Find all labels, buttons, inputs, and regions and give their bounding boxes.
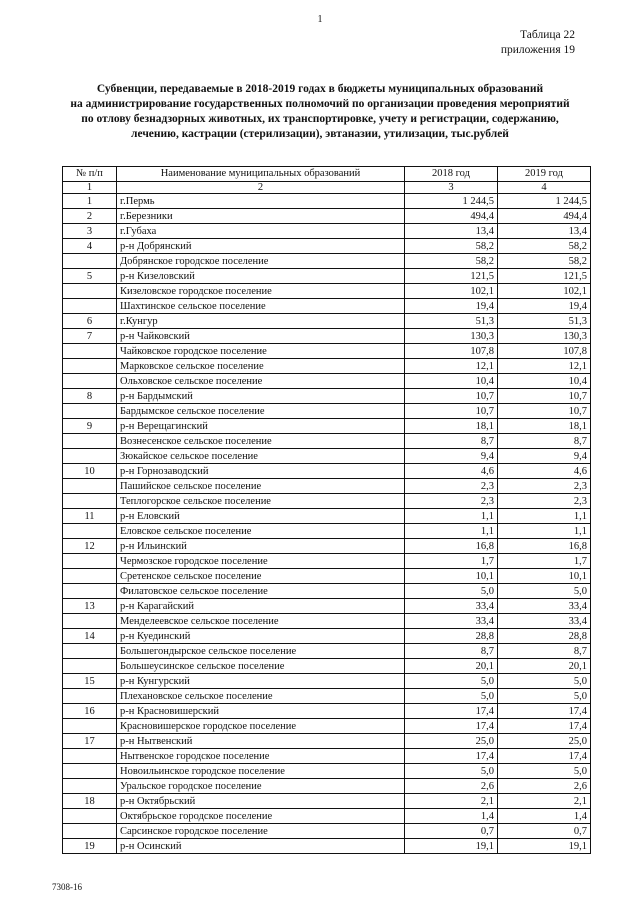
- row-name: Чермозское городское поселение: [117, 554, 405, 569]
- row-number: 18: [63, 794, 117, 809]
- row-value-2019: 2,1: [498, 794, 591, 809]
- row-name: Большеусинское сельское поселение: [117, 659, 405, 674]
- table-row: [63, 779, 591, 794]
- row-number: 19: [63, 839, 117, 854]
- row-value-2019: 8,7: [498, 434, 591, 449]
- row-value-2018: 51,3: [405, 314, 498, 329]
- row-name: Большегондырское сельское поселение: [117, 644, 405, 659]
- row-value-2018: 494,4: [405, 209, 498, 224]
- row-number: [63, 434, 117, 449]
- row-value-2019: 19,4: [498, 299, 591, 314]
- row-value-2019: 4,6: [498, 464, 591, 479]
- row-name: Еловское сельское поселение: [117, 524, 405, 539]
- row-value-2018: 58,2: [405, 254, 498, 269]
- row-value-2018: 1,7: [405, 554, 498, 569]
- row-value-2018: 58,2: [405, 239, 498, 254]
- row-value-2018: 10,1: [405, 569, 498, 584]
- row-value-2018: 0,7: [405, 824, 498, 839]
- table-row: [63, 524, 591, 539]
- table-row: [63, 674, 591, 689]
- row-number: [63, 359, 117, 374]
- table-row: [63, 539, 591, 554]
- row-name: Уральское городское поселение: [117, 779, 405, 794]
- row-value-2018: 121,5: [405, 269, 498, 284]
- row-value-2019: 1,1: [498, 509, 591, 524]
- row-value-2019: 1,1: [498, 524, 591, 539]
- table-row: [63, 449, 591, 464]
- table-reference: [501, 28, 575, 58]
- row-name: г.Пермь: [117, 194, 405, 209]
- row-name: р-н Еловский: [117, 509, 405, 524]
- table-row: [63, 389, 591, 404]
- row-name: Шахтинское сельское поселение: [117, 299, 405, 314]
- table-ref-line1: Таблица 22: [520, 29, 575, 41]
- row-number: [63, 644, 117, 659]
- row-value-2019: 107,8: [498, 344, 591, 359]
- row-name: р-н Октябрьский: [117, 794, 405, 809]
- row-number: [63, 779, 117, 794]
- row-value-2018: 2,6: [405, 779, 498, 794]
- row-value-2019: 18,1: [498, 419, 591, 434]
- row-name: р-н Чайковский: [117, 329, 405, 344]
- row-value-2019: 13,4: [498, 224, 591, 239]
- row-value-2018: 28,8: [405, 629, 498, 644]
- table-row: [63, 764, 591, 779]
- row-number: 11: [63, 509, 117, 524]
- row-value-2018: 33,4: [405, 614, 498, 629]
- header-2018: 2018 год: [405, 167, 498, 182]
- column-index: 1: [63, 182, 117, 194]
- row-number: 12: [63, 539, 117, 554]
- table-row: [63, 479, 591, 494]
- row-number: 3: [63, 224, 117, 239]
- row-value-2019: 17,4: [498, 749, 591, 764]
- table-row: [63, 344, 591, 359]
- table-row: [63, 374, 591, 389]
- row-value-2018: 33,4: [405, 599, 498, 614]
- row-number: [63, 824, 117, 839]
- row-value-2018: 5,0: [405, 689, 498, 704]
- row-number: 4: [63, 239, 117, 254]
- row-name: Нытвенское городское поселение: [117, 749, 405, 764]
- row-name: Зюкайское сельское поселение: [117, 449, 405, 464]
- row-value-2019: 51,3: [498, 314, 591, 329]
- row-number: [63, 764, 117, 779]
- table-row: [63, 659, 591, 674]
- row-number: [63, 659, 117, 674]
- table-row: [63, 704, 591, 719]
- row-number: [63, 584, 117, 599]
- row-value-2019: 1 244,5: [498, 194, 591, 209]
- row-name: р-н Карагайский: [117, 599, 405, 614]
- row-name: р-н Бардымский: [117, 389, 405, 404]
- row-value-2019: 10,1: [498, 569, 591, 584]
- row-value-2018: 8,7: [405, 644, 498, 659]
- table-row: [63, 194, 591, 209]
- row-name: р-н Осинский: [117, 839, 405, 854]
- column-index: 3: [405, 182, 498, 194]
- title-line: Субвенции, передаваемые в 2018-2019 годах в бюджеты муниципальных образований: [96, 83, 544, 95]
- row-value-2019: 1,4: [498, 809, 591, 824]
- title-line: лечению, кастрации (стерилизации), эвтаназии, утилизации, тыс.рублей: [131, 128, 509, 140]
- row-value-2019: 17,4: [498, 719, 591, 734]
- row-value-2019: 8,7: [498, 644, 591, 659]
- row-value-2019: 1,7: [498, 554, 591, 569]
- table-row: [63, 554, 591, 569]
- column-index: 4: [498, 182, 591, 194]
- row-number: 15: [63, 674, 117, 689]
- row-value-2019: 10,7: [498, 389, 591, 404]
- row-number: [63, 689, 117, 704]
- row-value-2019: 5,0: [498, 584, 591, 599]
- row-value-2019: 5,0: [498, 764, 591, 779]
- table-row: [63, 359, 591, 374]
- row-name: г.Губаха: [117, 224, 405, 239]
- row-number: [63, 719, 117, 734]
- row-number: 6: [63, 314, 117, 329]
- header-name: Наименование муниципальных образований: [117, 167, 405, 182]
- row-name: Новоильинское городское поселение: [117, 764, 405, 779]
- table-row: [63, 239, 591, 254]
- row-value-2018: 17,4: [405, 719, 498, 734]
- row-value-2019: 494,4: [498, 209, 591, 224]
- row-name: Теплогорское сельское поселение: [117, 494, 405, 509]
- row-name: р-н Куединский: [117, 629, 405, 644]
- row-name: Филатовское сельское поселение: [117, 584, 405, 599]
- row-value-2019: 2,6: [498, 779, 591, 794]
- row-value-2019: 102,1: [498, 284, 591, 299]
- row-value-2018: 5,0: [405, 764, 498, 779]
- table-row: [63, 254, 591, 269]
- row-number: [63, 524, 117, 539]
- row-value-2018: 10,7: [405, 404, 498, 419]
- table-row: [63, 809, 591, 824]
- table-ref-line2: приложения 19: [500, 44, 575, 56]
- row-name: р-н Добрянский: [117, 239, 405, 254]
- table-row: [63, 644, 591, 659]
- row-name: Добрянское городское поселение: [117, 254, 405, 269]
- row-value-2019: 28,8: [498, 629, 591, 644]
- row-value-2019: 19,1: [498, 839, 591, 854]
- row-value-2019: 9,4: [498, 449, 591, 464]
- table-row: [63, 404, 591, 419]
- row-value-2018: 1,1: [405, 509, 498, 524]
- row-number: 2: [63, 209, 117, 224]
- row-name: р-н Красновишерский: [117, 704, 405, 719]
- table-row: [63, 839, 591, 854]
- row-value-2019: 2,3: [498, 479, 591, 494]
- table-body: [63, 194, 591, 854]
- row-value-2018: 130,3: [405, 329, 498, 344]
- table-row: [63, 509, 591, 524]
- row-value-2019: 130,3: [498, 329, 591, 344]
- row-value-2018: 25,0: [405, 734, 498, 749]
- row-value-2019: 20,1: [498, 659, 591, 674]
- row-value-2018: 102,1: [405, 284, 498, 299]
- table-row: [63, 299, 591, 314]
- row-value-2019: 25,0: [498, 734, 591, 749]
- row-name: Бардымское сельское поселение: [117, 404, 405, 419]
- row-number: 14: [63, 629, 117, 644]
- subsidy-table: [62, 166, 591, 854]
- row-name: Сарсинское городское поселение: [117, 824, 405, 839]
- row-number: 1: [63, 194, 117, 209]
- table-row: [63, 209, 591, 224]
- row-number: 17: [63, 734, 117, 749]
- row-number: [63, 404, 117, 419]
- table-row: [63, 494, 591, 509]
- table-row: [63, 434, 591, 449]
- row-value-2018: 2,3: [405, 479, 498, 494]
- header-num: № п/п: [63, 167, 117, 182]
- table-row: [63, 419, 591, 434]
- row-number: 8: [63, 389, 117, 404]
- row-number: [63, 494, 117, 509]
- row-name: г.Кунгур: [117, 314, 405, 329]
- row-number: [63, 284, 117, 299]
- title-line: на администрирование государственных полномочий по организации проведения мероприятий: [70, 98, 570, 110]
- row-value-2019: 121,5: [498, 269, 591, 284]
- row-value-2018: 20,1: [405, 659, 498, 674]
- row-value-2019: 33,4: [498, 614, 591, 629]
- row-value-2019: 5,0: [498, 689, 591, 704]
- table-row: [63, 464, 591, 479]
- row-value-2019: 12,1: [498, 359, 591, 374]
- header-2019: 2019 год: [498, 167, 591, 182]
- row-number: [63, 554, 117, 569]
- row-value-2019: 16,8: [498, 539, 591, 554]
- column-index: 2: [117, 182, 405, 194]
- row-name: р-н Нытвенский: [117, 734, 405, 749]
- row-value-2018: 10,7: [405, 389, 498, 404]
- row-number: [63, 299, 117, 314]
- row-name: Вознесенское сельское поселение: [117, 434, 405, 449]
- row-value-2018: 1 244,5: [405, 194, 498, 209]
- row-name: Кизеловское городское поселение: [117, 284, 405, 299]
- document-title: [60, 82, 580, 142]
- row-value-2019: 0,7: [498, 824, 591, 839]
- row-name: Пашийское сельское поселение: [117, 479, 405, 494]
- row-value-2019: 5,0: [498, 674, 591, 689]
- row-value-2019: 10,4: [498, 374, 591, 389]
- row-number: 10: [63, 464, 117, 479]
- row-value-2018: 2,1: [405, 794, 498, 809]
- row-number: [63, 614, 117, 629]
- page-number: 1: [317, 14, 323, 25]
- column-index-row: [63, 182, 591, 194]
- row-number: [63, 449, 117, 464]
- row-name: Чайковское городское поселение: [117, 344, 405, 359]
- row-value-2019: 17,4: [498, 704, 591, 719]
- row-value-2019: 33,4: [498, 599, 591, 614]
- row-name: р-н Ильинский: [117, 539, 405, 554]
- row-value-2019: 10,7: [498, 404, 591, 419]
- title-line: по отлову безнадзорных животных, их транспортировке, учету и регистрации, содержанию,: [81, 113, 559, 125]
- row-value-2018: 1,1: [405, 524, 498, 539]
- row-name: р-н Верещагинский: [117, 419, 405, 434]
- row-value-2018: 10,4: [405, 374, 498, 389]
- row-number: [63, 809, 117, 824]
- row-value-2018: 13,4: [405, 224, 498, 239]
- table-row: [63, 224, 591, 239]
- table-row: [63, 734, 591, 749]
- footer-code: 7308-16: [52, 882, 82, 892]
- table-row: [63, 329, 591, 344]
- table-row: [63, 824, 591, 839]
- table-row: [63, 629, 591, 644]
- row-value-2019: 2,3: [498, 494, 591, 509]
- row-value-2018: 16,8: [405, 539, 498, 554]
- row-value-2018: 5,0: [405, 584, 498, 599]
- row-name: Плехановское сельское поселение: [117, 689, 405, 704]
- row-number: [63, 344, 117, 359]
- table-row: [63, 584, 591, 599]
- row-value-2018: 19,1: [405, 839, 498, 854]
- table-row: [63, 569, 591, 584]
- row-value-2018: 18,1: [405, 419, 498, 434]
- table-row: [63, 719, 591, 734]
- table-row: [63, 749, 591, 764]
- row-name: р-н Горнозаводский: [117, 464, 405, 479]
- row-value-2018: 19,4: [405, 299, 498, 314]
- row-name: Менделеевское сельское поселение: [117, 614, 405, 629]
- row-value-2019: 58,2: [498, 254, 591, 269]
- table-row: [63, 314, 591, 329]
- row-value-2018: 2,3: [405, 494, 498, 509]
- row-number: 9: [63, 419, 117, 434]
- row-name: Красновишерское городское поселение: [117, 719, 405, 734]
- row-value-2018: 4,6: [405, 464, 498, 479]
- row-value-2019: 58,2: [498, 239, 591, 254]
- row-value-2018: 17,4: [405, 749, 498, 764]
- row-value-2018: 1,4: [405, 809, 498, 824]
- row-name: р-н Кизеловский: [117, 269, 405, 284]
- row-name: Октябрьское городское поселение: [117, 809, 405, 824]
- table-row: [63, 689, 591, 704]
- row-number: [63, 254, 117, 269]
- table-row: [63, 614, 591, 629]
- row-name: р-н Кунгурский: [117, 674, 405, 689]
- table-row: [63, 599, 591, 614]
- row-number: [63, 749, 117, 764]
- row-number: 5: [63, 269, 117, 284]
- table-row: [63, 269, 591, 284]
- row-name: Марковское сельское поселение: [117, 359, 405, 374]
- table-row: [63, 794, 591, 809]
- row-value-2018: 107,8: [405, 344, 498, 359]
- table-header-row: [63, 167, 591, 182]
- row-number: [63, 569, 117, 584]
- row-name: Сретенское сельское поселение: [117, 569, 405, 584]
- row-name: г.Березники: [117, 209, 405, 224]
- row-value-2018: 5,0: [405, 674, 498, 689]
- row-number: [63, 374, 117, 389]
- row-value-2018: 12,1: [405, 359, 498, 374]
- row-number: 7: [63, 329, 117, 344]
- table-row: [63, 284, 591, 299]
- row-value-2018: 9,4: [405, 449, 498, 464]
- row-name: Ольховское сельское поселение: [117, 374, 405, 389]
- row-number: 13: [63, 599, 117, 614]
- row-value-2018: 8,7: [405, 434, 498, 449]
- row-number: [63, 479, 117, 494]
- row-number: 16: [63, 704, 117, 719]
- row-value-2018: 17,4: [405, 704, 498, 719]
